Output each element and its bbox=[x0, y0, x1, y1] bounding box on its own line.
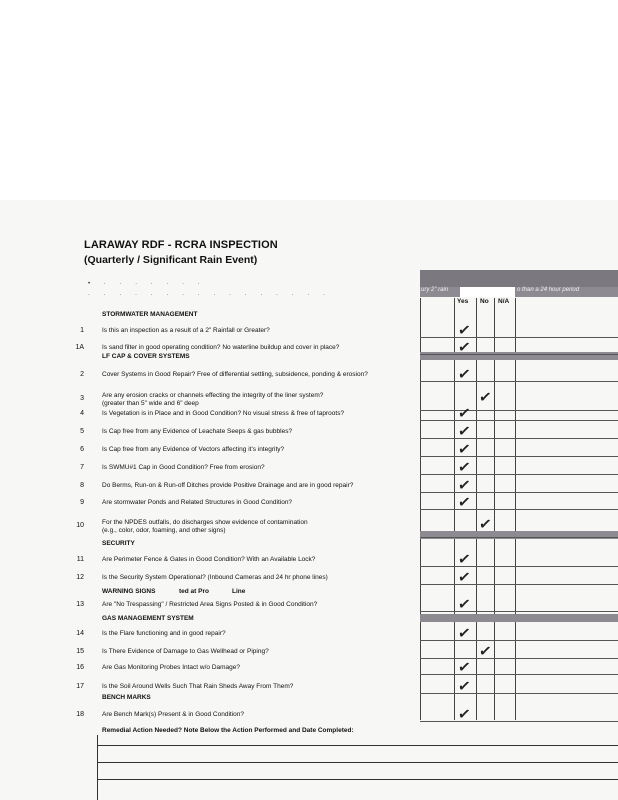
question-text: Cover Systems in Good Repair? Free of differential settling, subsidence, ponding & erosion? bbox=[102, 371, 368, 378]
checkmark-yes: ✓ bbox=[456, 365, 472, 384]
question-number: 1 bbox=[80, 327, 84, 334]
question-text: Is the Soil Around Wells Such That Rain Sheds Away From Them? bbox=[102, 683, 294, 690]
checkmark-yes: ✓ bbox=[456, 550, 472, 569]
checkmark-yes: ✓ bbox=[456, 493, 472, 512]
checkmark-yes: ✓ bbox=[456, 321, 472, 340]
table-row-line bbox=[420, 474, 618, 475]
checkmark-yes: ✓ bbox=[456, 476, 472, 495]
question-text: Are Bench Mark(s) Present & in Good Condition? bbox=[102, 711, 244, 718]
checkmark-no: ✓ bbox=[477, 515, 493, 534]
table-row-line bbox=[420, 566, 618, 567]
checkmark-yes: ✓ bbox=[456, 568, 472, 587]
section-security: SECURITY bbox=[102, 540, 135, 547]
table-row-line bbox=[420, 420, 618, 421]
table-row-line bbox=[420, 410, 618, 411]
warning-signs-tail-1: ted at Pro bbox=[179, 588, 209, 595]
section-lf-cap: LF CAP & COVER SYSTEMS bbox=[102, 353, 190, 360]
column-no: No bbox=[480, 298, 489, 305]
faint-dots-row-2: · · · · · · · · · · · · · · · · bbox=[88, 292, 331, 298]
table-row-line bbox=[420, 584, 618, 585]
section-stormwater: STORMWATER MANAGEMENT bbox=[102, 311, 198, 318]
page-title: LARAWAY RDF - RCRA INSPECTION bbox=[84, 239, 278, 251]
question-number: 5 bbox=[80, 428, 84, 435]
checkmark-yes: ✓ bbox=[456, 677, 472, 696]
question-number: 12 bbox=[76, 574, 84, 581]
question-text-continued: (greater than 5" wide and 6" deep bbox=[102, 400, 199, 407]
table-row-line bbox=[420, 492, 618, 493]
question-number: 6 bbox=[80, 446, 84, 453]
question-number: 15 bbox=[76, 648, 84, 655]
section-warning-signs: WARNING SIGNS bbox=[102, 588, 156, 595]
remedial-line bbox=[98, 779, 618, 780]
question-text: Are "No Trespassing" / Restricted Area Signs Posted & in Good Condition? bbox=[102, 601, 318, 608]
question-text: Is this an inspection as a result of a 2" Rainfall or Greater? bbox=[102, 327, 270, 334]
question-text: Do Berms, Run-on & Run-off Ditches provide Positive Drainage and are in good repair? bbox=[102, 482, 354, 489]
question-number: 1A bbox=[75, 344, 84, 351]
question-number: 2 bbox=[80, 371, 84, 378]
checkmark-yes: ✓ bbox=[456, 624, 472, 643]
column-na: N/A bbox=[498, 298, 510, 305]
header-white-box bbox=[460, 287, 515, 297]
table-row-line bbox=[420, 438, 618, 439]
table-row-line bbox=[420, 611, 618, 612]
remedial-action-label: Remedial Action Needed? Note Below the Action Performed and Date Completed: bbox=[102, 727, 354, 734]
table-row-line bbox=[420, 337, 618, 338]
section-bench-marks: BENCH MARKS bbox=[102, 694, 151, 701]
checkmark-yes: ✓ bbox=[456, 595, 472, 614]
table-row-line bbox=[420, 509, 618, 510]
question-number: 10 bbox=[76, 522, 84, 529]
checkmark-yes: ✓ bbox=[456, 404, 472, 423]
question-text-continued: (e.g., color, odor, foaming, and other signs) bbox=[102, 527, 226, 534]
table-row-line bbox=[420, 381, 618, 382]
checkmark-yes: ✓ bbox=[456, 338, 472, 357]
question-text: Is sand filter in good operating condition? No waterline buildup and cover in place? bbox=[102, 344, 340, 351]
section-band bbox=[420, 614, 618, 622]
remedial-line bbox=[98, 745, 618, 746]
faint-dots-row-1: • · · · · · · · bbox=[88, 281, 206, 287]
warning-signs-tail-2: Line bbox=[232, 588, 246, 595]
table-row-line bbox=[420, 721, 618, 722]
table-row-line bbox=[420, 640, 618, 641]
question-number: 17 bbox=[76, 683, 84, 690]
question-text: Are any erosion cracks or channels effecting the integrity of the liner system? bbox=[102, 392, 324, 399]
question-text: Is Cap free from any Evidence of Vectors affecting it's integrity? bbox=[102, 446, 285, 453]
question-text: Is the Flare functioning and in good repair? bbox=[102, 630, 226, 637]
question-text: Is SWMU#1 Cap in Good Condition? Free from erosion? bbox=[102, 464, 265, 471]
remedial-box-edge bbox=[97, 735, 98, 800]
question-number: 13 bbox=[76, 601, 84, 608]
question-text: Is Cap free from any Evidence of Leachate Seeps & gas bubbles? bbox=[102, 428, 293, 435]
question-number: 14 bbox=[76, 630, 84, 637]
question-number: 18 bbox=[76, 711, 84, 718]
table-row-line bbox=[420, 674, 618, 675]
question-text: Is There Evidence of Damage to Gas Wellhead or Piping? bbox=[102, 648, 269, 655]
question-text: Are Perimeter Fence & Gates in Good Condition? With an Available Lock? bbox=[102, 556, 316, 563]
rain-note-right: o than a 24 hour period bbox=[517, 287, 580, 293]
section-gas: GAS MANAGEMENT SYSTEM bbox=[102, 615, 194, 622]
question-number: 3 bbox=[80, 395, 84, 402]
question-number: 9 bbox=[80, 499, 84, 506]
question-number: 8 bbox=[80, 482, 84, 489]
checkmark-no: ✓ bbox=[477, 642, 493, 661]
question-text: Are Gas Monitoring Probes Intact w/o Damage? bbox=[102, 664, 241, 671]
checkmark-yes: ✓ bbox=[456, 458, 472, 477]
question-text: Is Vegetation is in Place and in Good Condition? No visual stress & free of taproots? bbox=[102, 410, 345, 417]
checkmark-no: ✓ bbox=[477, 388, 493, 407]
question-text: Is the Security System Operational? (Inbound Cameras and 24 hr phone lines) bbox=[102, 574, 328, 581]
table-row-line bbox=[420, 456, 618, 457]
table-row-line bbox=[420, 693, 618, 694]
table-row-line bbox=[420, 537, 618, 538]
table-row-line bbox=[420, 658, 618, 659]
checkmark-yes: ✓ bbox=[456, 705, 472, 724]
question-number: 16 bbox=[76, 664, 84, 671]
table-row-line bbox=[420, 354, 618, 355]
checkmark-yes: ✓ bbox=[456, 422, 472, 441]
rain-note-left: ury 2" rain bbox=[421, 287, 449, 293]
page-subtitle: (Quarterly / Significant Rain Event) bbox=[84, 254, 258, 266]
question-number: 11 bbox=[76, 556, 84, 563]
question-number: 7 bbox=[80, 464, 84, 471]
checkmark-yes: ✓ bbox=[456, 658, 472, 677]
checkmark-yes: ✓ bbox=[456, 440, 472, 459]
column-yes: Yes bbox=[457, 298, 469, 305]
question-number: 4 bbox=[80, 410, 84, 417]
question-text: Are stormwater Ponds and Related Structures in Good Condition? bbox=[102, 499, 293, 506]
question-text: For the NPDES outfalls, do discharges show evidence of contamination bbox=[102, 519, 308, 526]
remedial-line bbox=[98, 762, 618, 763]
